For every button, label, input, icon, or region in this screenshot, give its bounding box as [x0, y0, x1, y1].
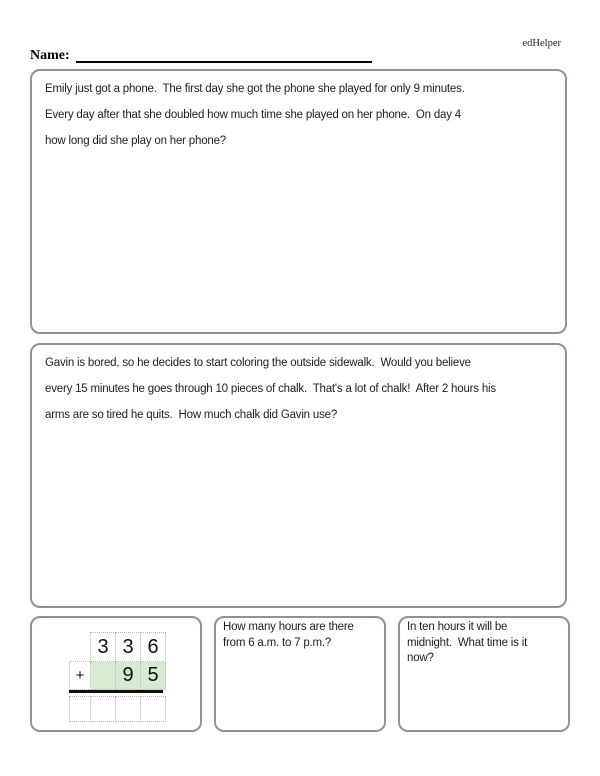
name-row: [30, 48, 372, 64]
problem-box-4: [398, 616, 570, 732]
answer-cell: [141, 697, 166, 722]
problem-text-line: How many hours are there: [223, 621, 354, 633]
problem-text-line: now?: [407, 652, 434, 664]
top-digit-cell: 3: [116, 633, 141, 662]
problem-text-line: Every day after that she doubled how much time she played on her phone. On day 4: [45, 109, 461, 121]
bottom-digit-cell: [91, 662, 116, 690]
problem-text-line: from 6 a.m. to 7 p.m.?: [223, 636, 332, 649]
name-fill-line: [76, 60, 372, 63]
answer-cell: [91, 697, 116, 722]
problem-text-line: Emily just got a phone. The first day she got the phone she played for only 9 minutes.: [45, 83, 465, 95]
problem-box-2: [30, 343, 567, 608]
brand-logo: edHelper: [522, 38, 561, 49]
top-digit-cell: 6: [141, 633, 166, 662]
top-digit-cell: 3: [91, 633, 116, 662]
problem-box-1: [30, 69, 567, 334]
grid-spacer-cell: [70, 633, 91, 662]
problem-text-line: In ten hours it will be: [407, 621, 508, 633]
bottom-digit-cell: 5: [141, 662, 166, 690]
addition-problem-box: [30, 616, 202, 732]
problem-text-line: how long did she play on her phone?: [45, 135, 226, 147]
problem-1-text: [32, 71, 565, 159]
problem-box-3: [214, 616, 386, 732]
plus-operator: +: [70, 662, 91, 690]
bottom-digit-cell: 9: [116, 662, 141, 690]
problem-text-line: every 15 minutes he goes through 10 pieces of chalk. That's a lot of chalk! After 2 hours his: [45, 383, 496, 395]
problem-text-line: arms are so tired he quits. How much chalk did Gavin use?: [45, 409, 338, 421]
addition-operands-grid: [69, 632, 166, 690]
problem-2-text: [32, 345, 565, 433]
name-label: Name:: [30, 48, 70, 63]
addition-grid: [69, 632, 163, 722]
answer-grid: [69, 696, 166, 722]
problem-text-line: Gavin is bored, so he decides to start coloring the outside sidewalk. Would you believe: [45, 357, 471, 369]
answer-cell: [70, 697, 91, 722]
problem-4-text: [400, 618, 568, 669]
answer-cell: [116, 697, 141, 722]
problem-text-line: midnight. What time is it: [407, 636, 528, 649]
problem-3-text: [216, 618, 384, 653]
